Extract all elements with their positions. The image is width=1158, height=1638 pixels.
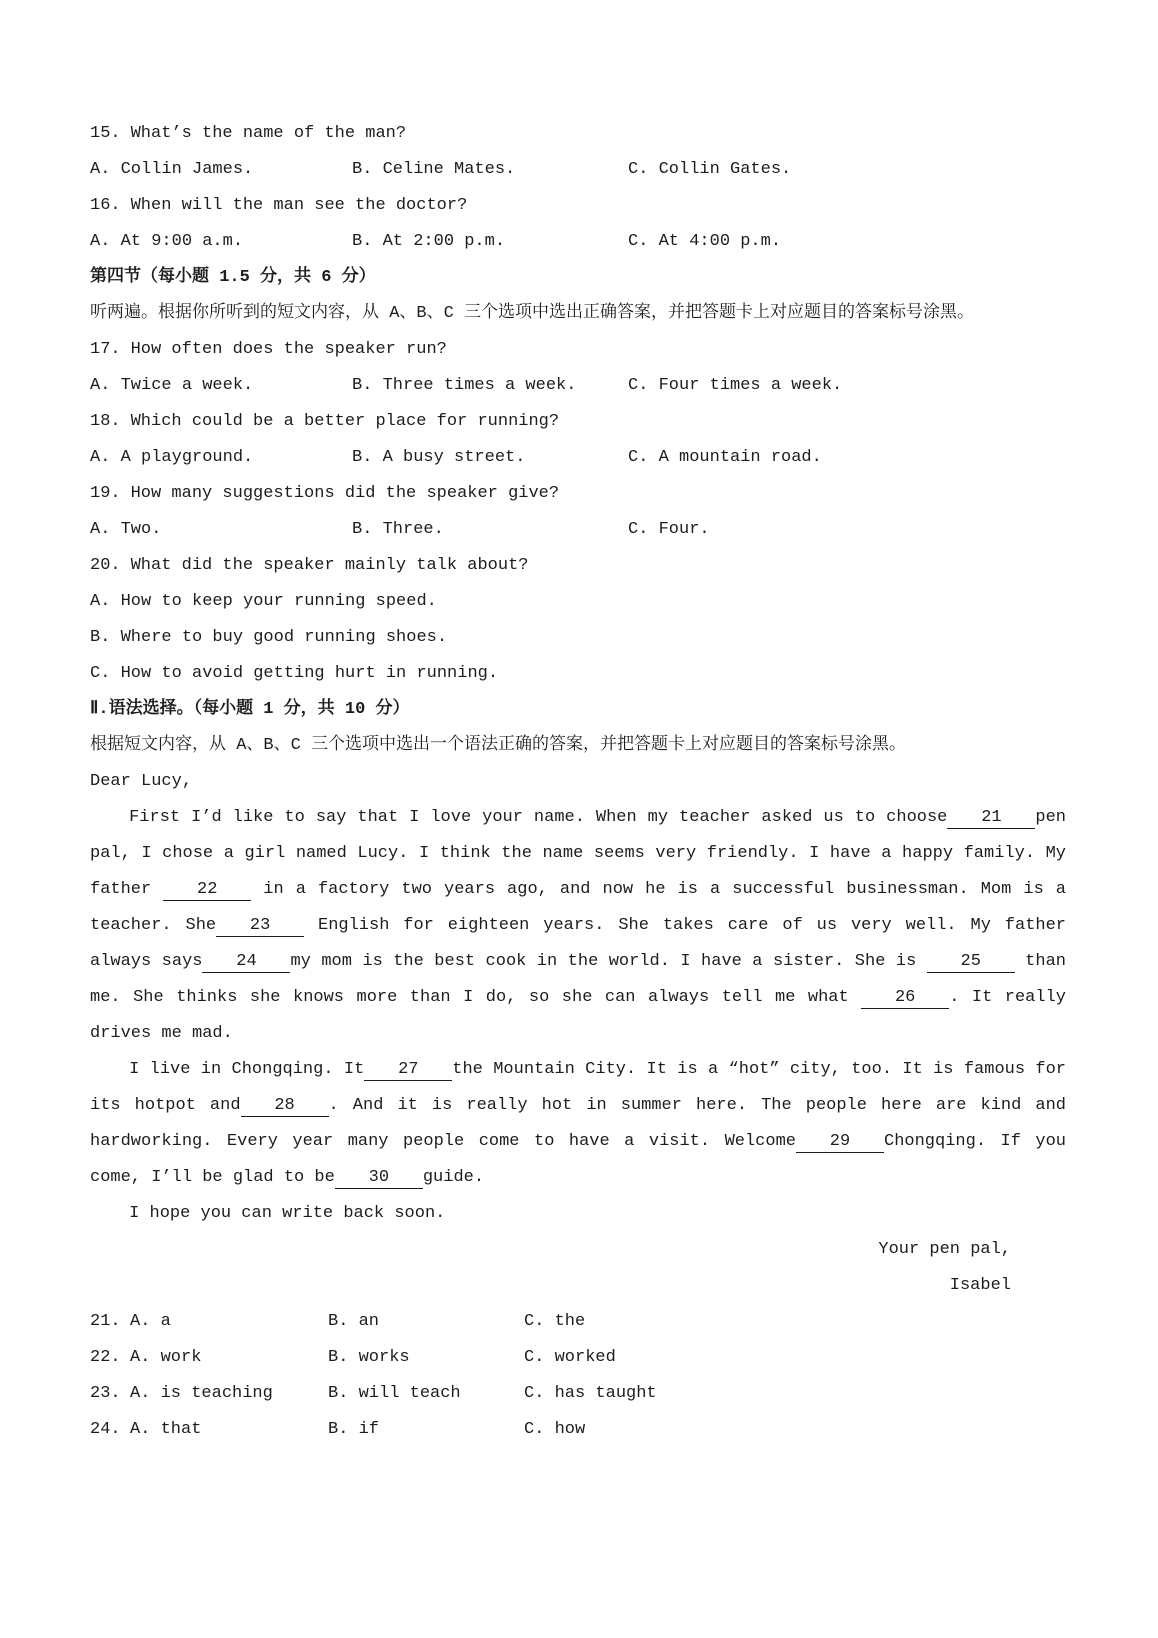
cloze-blank-27: 27: [364, 1060, 452, 1081]
question-17-option-c: C. Four times a week.: [628, 376, 843, 395]
question-16-option-b: B. At 2:00 p.m.: [352, 232, 506, 251]
question-23-option-c: C. has taught: [524, 1384, 657, 1403]
question-20-number: 20.: [90, 556, 121, 575]
question-24-option-c: C. how: [524, 1420, 586, 1439]
letter-paragraph-3: I hope you can write back soon.: [129, 1204, 446, 1223]
question-20: [90, 548, 1066, 584]
question-17-options: [90, 368, 1066, 404]
letter-signoff-line-1: Your pen pal,: [878, 1240, 1011, 1259]
question-18-option-b: B. A busy street.: [352, 448, 526, 467]
question-23-option-b: B. will teach: [328, 1384, 461, 1403]
question-21: [90, 1304, 1066, 1340]
question-16-number: 16.: [90, 196, 121, 215]
question-15: [90, 116, 1066, 152]
question-22: [90, 1340, 1066, 1376]
section-2-heading: Ⅱ.语法选择。（每小题 1 分，共 10 分）: [90, 700, 410, 719]
question-19-options: [90, 512, 1066, 548]
question-24-option-b: B. if: [328, 1420, 380, 1439]
question-17-option-a: A. Twice a week.: [90, 376, 254, 395]
letter-signoff-line-2: Isabel: [949, 1276, 1011, 1295]
cloze-blank-29: 29: [796, 1132, 884, 1153]
question-20-option-a: A. How to keep your running speed.: [90, 592, 437, 611]
cloze-blank-26: 26: [861, 988, 949, 1009]
cloze-blank-25: 25: [927, 952, 1015, 973]
question-15-text: What’s the name of the man?: [130, 124, 407, 143]
question-21-option-b: B. an: [328, 1312, 380, 1331]
letter-paragraph-2: I live in Chongqing. It 27 the Mountain City. It is a “hot” city, too. It is famous for its hotpot and 28 . And it is really hot in summer here. The people here are kind and hardworking. Every year many people come to have a visit. Welcome 29 Chongqing. If you come, I’ll be glad to be 30 guide.: [90, 1060, 1067, 1187]
question-18-options: [90, 440, 1066, 476]
question-19-number: 19.: [90, 484, 121, 503]
question-15-options: [90, 152, 1066, 188]
question-22-number: 22.: [90, 1348, 121, 1367]
cloze-blank-23: 23: [216, 916, 304, 937]
cloze-blank-28: 28: [241, 1096, 329, 1117]
question-23-number: 23.: [90, 1384, 121, 1403]
question-15-option-b: B. Celine Mates.: [352, 160, 516, 179]
question-21-option-a: A. a: [130, 1312, 171, 1331]
question-20-option-b: B. Where to buy good running shoes.: [90, 628, 448, 647]
question-22-option-c: C. worked: [524, 1348, 616, 1367]
question-20-text: What did the speaker mainly talk about?: [130, 556, 529, 575]
question-19-option-c: C. Four.: [628, 520, 710, 539]
question-19-text: How many suggestions did the speaker give?: [130, 484, 560, 503]
question-24: [90, 1412, 1066, 1448]
question-19: [90, 476, 1066, 512]
question-15-option-c: C. Collin Gates.: [628, 160, 792, 179]
question-15-number: 15.: [90, 124, 121, 143]
question-23-option-a: A. is teaching: [130, 1384, 273, 1403]
cloze-blank-24: 24: [202, 952, 290, 973]
question-16-option-c: C. At 4:00 p.m.: [628, 232, 782, 251]
question-18: [90, 404, 1066, 440]
question-20-option-c: C. How to avoid getting hurt in running.: [90, 664, 499, 683]
question-17: [90, 332, 1066, 368]
question-18-text: Which could be a better place for running?: [130, 412, 560, 431]
question-24-option-a: A. that: [130, 1420, 202, 1439]
question-18-number: 18.: [90, 412, 121, 431]
question-21-number: 21.: [90, 1312, 121, 1331]
question-17-option-b: B. Three times a week.: [352, 376, 577, 395]
question-16-text: When will the man see the doctor?: [130, 196, 468, 215]
question-17-text: How often does the speaker run?: [130, 340, 447, 359]
question-23: [90, 1376, 1066, 1412]
question-21-option-c: C. the: [524, 1312, 586, 1331]
question-18-option-c: C. A mountain road.: [628, 448, 822, 467]
question-17-number: 17.: [90, 340, 121, 359]
question-19-option-b: B. Three.: [352, 520, 444, 539]
question-16-option-a: A. At 9:00 a.m.: [90, 232, 244, 251]
letter-salutation: Dear Lucy,: [90, 772, 193, 791]
section-2-instructions: 根据短文内容，从 A、B、C 三个选项中选出一个语法正确的答案，并把答题卡上对应题目的答案标号涂黑。: [90, 736, 907, 755]
cloze-blank-30: 30: [335, 1168, 423, 1189]
question-16-options: [90, 224, 1066, 260]
question-24-number: 24.: [90, 1420, 121, 1439]
cloze-blank-21: 21: [947, 808, 1035, 829]
letter-paragraph-1: First I’d like to say that I love your name. When my teacher asked us to choose 21 pen pal, I chose a girl named Lucy. I think the name seems very friendly. I have a happy family. My father 22 in a factory two years ago, and now he is a successful businessman. Mom is a teacher. She 23 English for eighteen years. She takes care of us very well. My father always says 24 my mom is the best cook in the world. I have a sister. She is 25 than me. She thinks she knows more than I do, so she can always tell me what 26 . It really drives me mad.: [90, 808, 1067, 1043]
question-22-option-b: B. works: [328, 1348, 410, 1367]
question-15-option-a: A. Collin James.: [90, 160, 254, 179]
question-18-option-a: A. A playground.: [90, 448, 254, 467]
section-4-instructions: 听两遍。根据你所听到的短文内容，从 A、B、C 三个选项中选出正确答案，并把答题卡上对应题目的答案标号涂黑。: [90, 304, 975, 323]
cloze-blank-22: 22: [163, 880, 251, 901]
question-19-option-a: A. Two.: [90, 520, 162, 539]
question-16: [90, 188, 1066, 224]
section-4-heading: 第四节（每小题 1.5 分，共 6 分）: [90, 268, 376, 287]
question-22-option-a: A. work: [130, 1348, 202, 1367]
